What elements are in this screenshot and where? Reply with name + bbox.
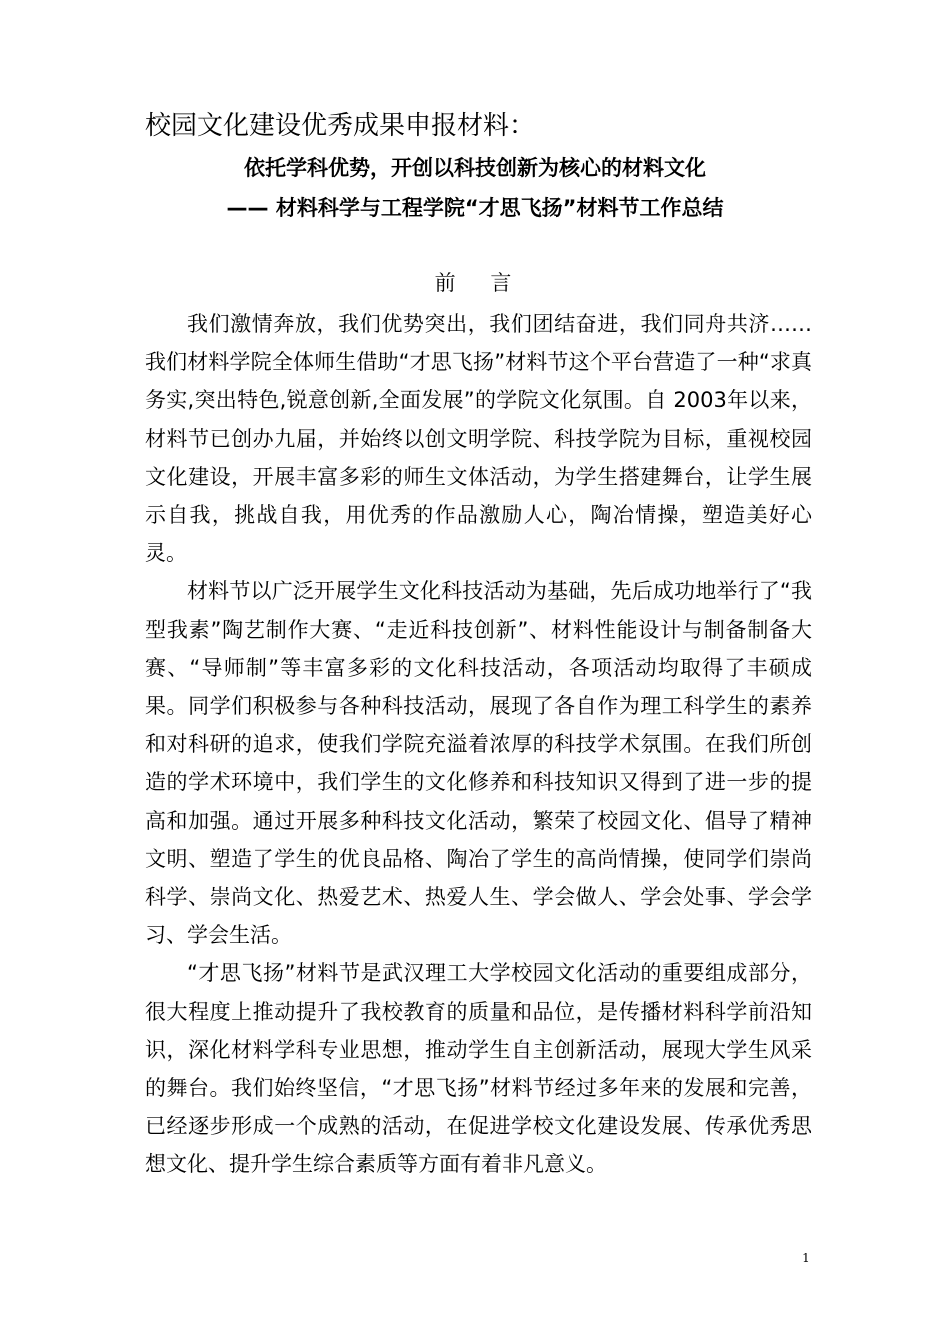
document-subtitle: —— 材料科学与工程学院“才思飞扬”材料节工作总结	[226, 196, 724, 220]
page-number: 1	[802, 1251, 810, 1265]
paragraph: 我们激情奔放，我们优势突出，我们团结奋进，我们同舟共济……我们材料学院全体师生借助“才思飞扬”材料节这个平台营造了一种“求真务实,突出特色,锐意创新,全面发展”的学院文化氛围。自 2003年以来，材料节已创办九届，并始终以创文明学院、科技学院为目标，重视校园文化建设，开展丰富多彩的师生文体活动，为学生搭建舞台，让学生展示自我，挑战自我，用优秀的作品激励人心，陶冶情操，塑造美好心灵。	[145, 312, 812, 566]
section-heading: 前 言	[434, 271, 526, 295]
document-label: 校园文化建设优秀成果申报材料：	[145, 111, 536, 141]
paragraph: 材料节以广泛开展学生文化科技活动为基础，先后成功地举行了“我型我素”陶艺制作大赛、“走近科技创新”、材料性能设计与制备制备大赛、“导师制”等丰富多彩的文化科技活动，各项活动均取得了丰硕成果。同学们积极参与各种科技活动，展现了各自作为理工科学生的素养和对科研的追求，使我们学院充溢着浓厚的科技学术氛围。在我们所创造的学术环境中，我们学生的文化修养和科技知识又得到了进一步的提高和加强。通过开展多种科技文化活动，繁荣了校园文化、倡导了精神文明、塑造了学生的优良品格、陶冶了学生的高尚情操，使同学们崇尚科学、崇尚文化、热爱艺术、热爱人生、学会做人、学会处事、学会学习、学会生活。	[145, 579, 812, 948]
document-title: 依托学科优势，开创以科技创新为核心的材料文化	[244, 156, 706, 180]
paragraph: “才思飞扬”材料节是武汉理工大学校园文化活动的重要组成部分，很大程度上推动提升了我校教育的质量和品位，是传播材料科学前沿知识，深化材料学科专业思想，推动学生自主创新活动，展现大学生风采的舞台。我们始终坚信，“才思飞扬”材料节经过多年来的发展和完善，已经逐步形成一个成熟的活动，在促进学校文化建设发展、传承优秀思想文化、提升学生综合素质等方面有着非凡意义。	[145, 961, 812, 1177]
body-text	[145, 305, 812, 1184]
